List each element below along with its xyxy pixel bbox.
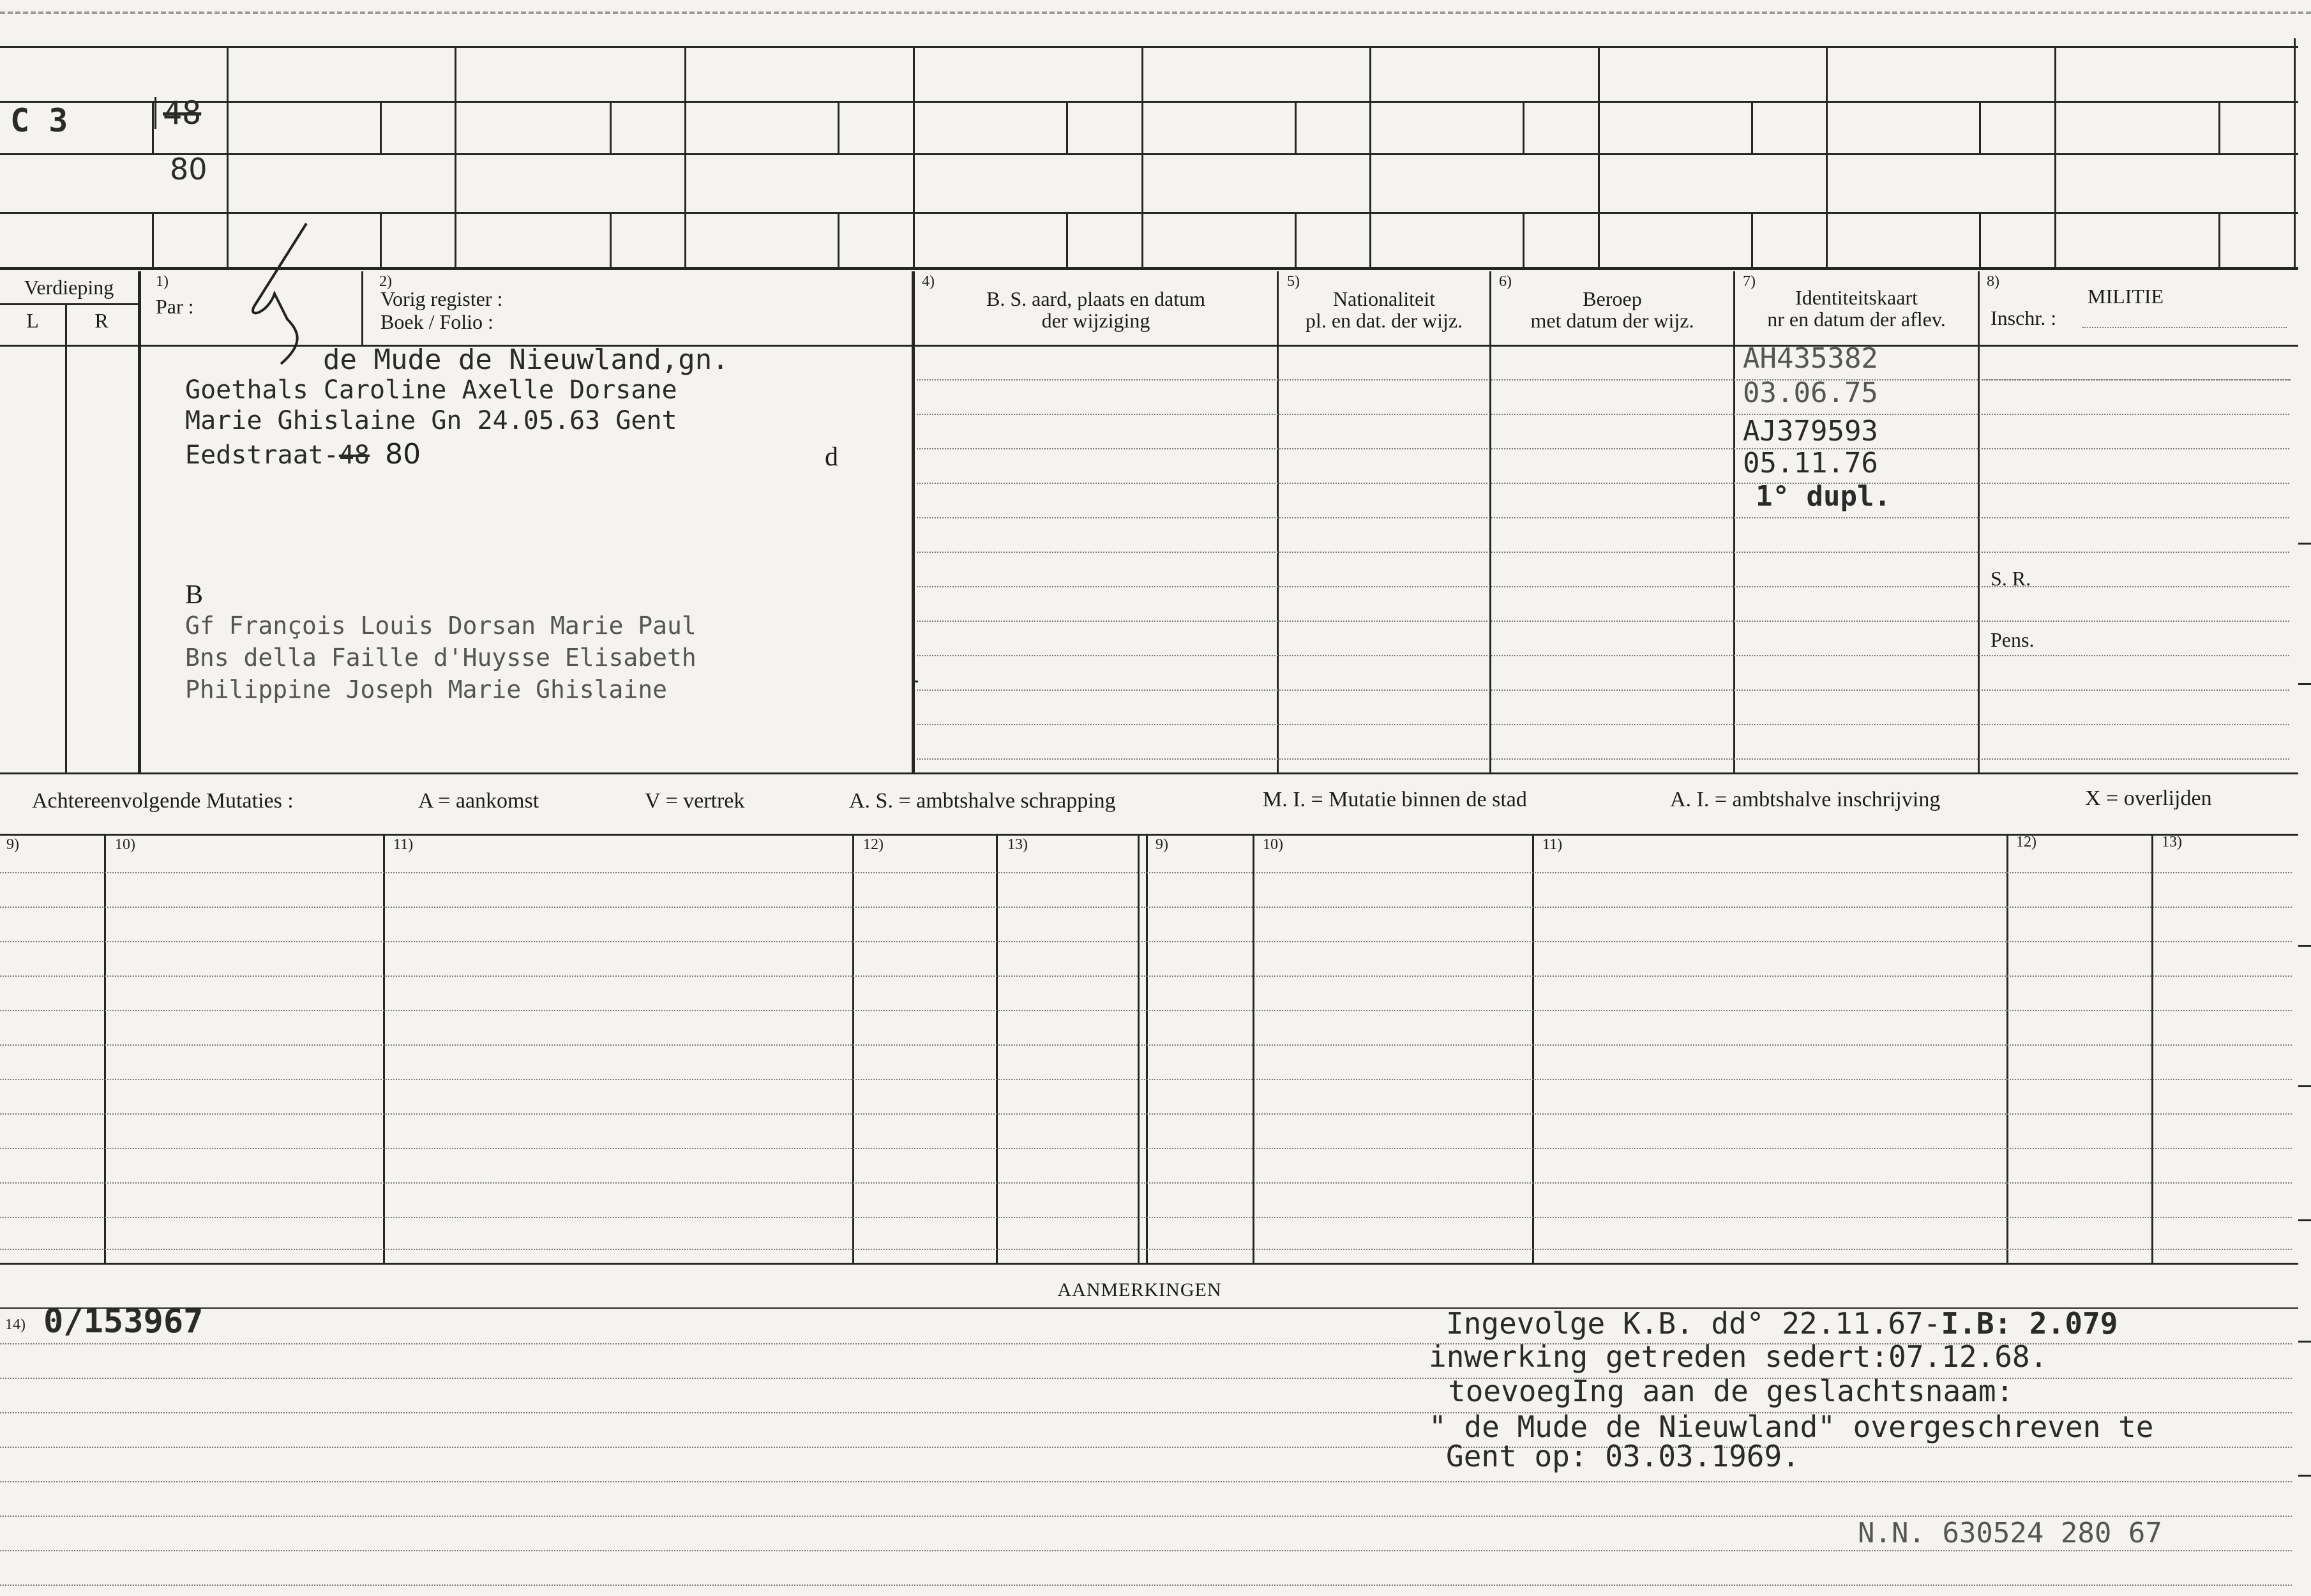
grid-subdivider	[1295, 101, 1297, 153]
grid-divider	[455, 46, 456, 268]
body-bottom-rule	[0, 772, 2298, 774]
mark-b: B	[185, 580, 204, 610]
dotted-rule	[2082, 327, 2287, 328]
grid-subdivider	[610, 101, 612, 153]
col-divider	[1253, 834, 1254, 1263]
col6-line2: met datum der wijz.	[1530, 309, 1694, 332]
national-number: N.N. 630524 280 67	[1858, 1517, 2162, 1549]
dotted-row	[917, 689, 2289, 691]
col-divider	[1532, 834, 1534, 1263]
dotted-row	[917, 414, 2289, 415]
col-divider	[2151, 834, 2153, 1263]
grid-rule	[0, 46, 2298, 48]
militie-sr: S. R.	[1991, 567, 2031, 590]
grid-divider	[684, 46, 686, 268]
register-code: C 3	[10, 102, 68, 139]
grid-subdivider	[1066, 101, 1068, 153]
legend-mi: M. I. = Mutatie binnen de stad	[1263, 788, 1527, 811]
col5-line2: pl. en dat. der wijz.	[1305, 309, 1463, 332]
col4-number: 4)	[922, 273, 935, 290]
edge-tick	[2298, 1341, 2311, 1343]
mark-d: d	[825, 442, 838, 472]
dotted-row	[0, 975, 2292, 977]
mut-col-9b: 9)	[1156, 836, 1168, 853]
parent-line-2: Bns della Faille d'Huysse Elisabeth	[185, 644, 696, 672]
grid-divider	[1826, 46, 1828, 268]
remark-line-3: toevoegIng aan de geslachtsnaam:	[1448, 1374, 2014, 1408]
verdieping-label: Verdieping	[24, 276, 114, 299]
col6-line1: Beroep	[1583, 287, 1642, 310]
dotted-row	[0, 1079, 2292, 1080]
grid-subdivider	[1979, 101, 1981, 153]
dotted-row	[917, 517, 2289, 518]
col2-number: 2)	[379, 273, 392, 290]
dotted-row	[0, 1010, 2292, 1011]
mut-col-11: 11)	[393, 836, 414, 853]
col-divider	[912, 271, 915, 774]
dotted-row	[917, 483, 2289, 484]
grid-subdivider	[1979, 212, 1981, 268]
edge-tick	[2298, 1475, 2311, 1477]
col1-label: Par :	[156, 295, 194, 318]
col-divider	[104, 834, 106, 1263]
grid-divider	[2294, 38, 2296, 268]
grid-divider	[2054, 46, 2056, 268]
id-date-2: 05.11.76	[1743, 447, 1878, 479]
grid-subdivider	[1523, 212, 1524, 268]
mut-col-13b: 13)	[2162, 834, 2182, 850]
given-names-2: Marie Ghislaine Gn 24.05.63 Gent	[185, 406, 677, 435]
id-card-2: AJ379593	[1743, 415, 1878, 448]
grid-divider	[1598, 46, 1600, 268]
grid-subdivider	[380, 212, 382, 268]
remark-line-1-ref: I.B: 2.079	[1941, 1306, 2118, 1341]
col4-line1: B. S. aard, plaats en datum	[986, 287, 1206, 310]
mut-col-10b: 10)	[1263, 836, 1283, 853]
id-date-1: 03.06.75	[1743, 377, 1878, 409]
house-number-old	[154, 94, 201, 132]
mut-col-11b: 11)	[1542, 836, 1563, 853]
legend-x: X = overlijden	[2085, 787, 2212, 810]
grid-rule	[0, 267, 2298, 270]
id-note: 1° dupl.	[1756, 480, 1891, 513]
dotted-row	[0, 1585, 2292, 1586]
col-divider	[1489, 271, 1491, 774]
col-divider	[1146, 834, 1148, 1263]
aanmerkingen-title: AANMERKINGEN	[1057, 1279, 1222, 1300]
col7-line1: Identiteitskaart	[1795, 286, 1918, 309]
verdieping-rule	[0, 303, 138, 305]
dotted-row	[0, 872, 2292, 873]
grid-subdivider	[838, 101, 839, 153]
mutaties-title: Achtereenvolgende Mutaties :	[32, 789, 294, 813]
grid-rule	[0, 212, 2298, 214]
col-divider	[996, 834, 998, 1263]
tick-mark	[912, 681, 918, 682]
col-divider	[1978, 271, 1980, 774]
remark-line-1	[1446, 1306, 2118, 1341]
verdieping-split	[65, 303, 67, 774]
dotted-row	[1982, 379, 2291, 380]
grid-rule	[0, 101, 2298, 103]
edge-tick	[2298, 683, 2311, 685]
col-divider	[361, 271, 363, 345]
col-divider	[852, 834, 854, 1263]
col1-number: 1)	[156, 273, 169, 290]
address	[185, 438, 421, 471]
col-divider	[1733, 271, 1735, 774]
pen-stroke-mark	[243, 217, 319, 377]
parent-line-3: Philippine Joseph Marie Ghislaine	[185, 675, 667, 704]
col2-line2: Boek / Folio :	[380, 310, 493, 333]
dotted-row	[0, 1481, 2292, 1482]
col8-number: 8)	[1987, 273, 1999, 290]
grid-subdivider	[1066, 212, 1068, 268]
dotted-row	[0, 1113, 2292, 1115]
edge-tick	[2298, 945, 2311, 947]
grid-rule	[0, 834, 2298, 836]
dotted-row	[0, 1044, 2292, 1046]
grid-subdivider	[1295, 212, 1297, 268]
col5-number: 5)	[1287, 273, 1300, 290]
grid-subdivider	[2218, 212, 2220, 268]
col-divider	[138, 271, 141, 774]
surname: de Mude de Nieuwland,gn.	[323, 343, 729, 376]
street: Eedstraat-	[185, 440, 339, 470]
grid-divider	[227, 46, 229, 268]
mut-col-13: 13)	[1007, 836, 1028, 853]
torn-top-edge	[0, 11, 2311, 14]
remark-line-2: inwerking getreden sedert:07.12.68.	[1429, 1339, 2048, 1374]
street-number-new: 80	[385, 438, 421, 471]
col-divider	[2006, 834, 2008, 1263]
grid-subdivider	[152, 101, 154, 153]
verdieping-l: L	[26, 309, 39, 332]
mut-col-12b: 12)	[2016, 834, 2036, 850]
mut-col-9: 9)	[6, 836, 19, 853]
dotted-row	[917, 448, 2289, 449]
street-number-struck: 48	[338, 440, 370, 470]
dotted-row	[917, 586, 2289, 587]
dotted-row	[0, 1249, 2292, 1250]
grid-subdivider	[1523, 101, 1524, 153]
verdieping-r: R	[94, 309, 109, 332]
dotted-row	[917, 552, 2289, 553]
col-divider	[383, 834, 385, 1263]
col4-line2: der wijziging	[1041, 309, 1150, 332]
aanmerkingen-number: 14)	[5, 1316, 26, 1333]
grid-divider	[913, 46, 915, 268]
bracket-mark	[154, 97, 163, 129]
record-number: 0/153967	[43, 1302, 204, 1341]
given-names-1: Goethals Caroline Axelle Dorsane	[185, 375, 677, 405]
dotted-row	[0, 941, 2292, 942]
grid-subdivider	[380, 101, 382, 153]
grid-subdivider	[2218, 101, 2220, 153]
edge-tick	[2298, 543, 2311, 545]
grid-subdivider	[1751, 101, 1753, 153]
parent-line-1: Gf François Louis Dorsan Marie Paul	[185, 612, 696, 640]
grid-subdivider	[838, 212, 839, 268]
legend-as: A. S. = ambtshalve schrapping	[849, 789, 1116, 813]
dotted-row	[917, 621, 2289, 622]
mut-col-10: 10)	[115, 836, 135, 853]
dotted-row	[917, 724, 2289, 725]
remark-line-1-text: Ingevolge K.B. dd° 22.11.67-	[1446, 1306, 1941, 1341]
dotted-row	[0, 1148, 2292, 1149]
mut-col-12: 12)	[863, 836, 884, 853]
grid-subdivider	[1751, 212, 1753, 268]
dotted-row	[917, 655, 2289, 656]
legend-ai: A. I. = ambtshalve inschrijving	[1670, 788, 1941, 811]
remark-line-4: " de Mude de Nieuwland" overgeschreven te	[1429, 1410, 2154, 1444]
grid-divider	[1141, 46, 1143, 268]
grid-subdivider	[610, 212, 612, 268]
dotted-row	[0, 1182, 2292, 1184]
dotted-row	[0, 1217, 2292, 1218]
militie-pens: Pens.	[1991, 628, 2035, 651]
militie-inschr: Inschr. :	[1991, 306, 2057, 329]
grid-divider	[1369, 46, 1371, 268]
col-divider	[1138, 834, 1140, 1263]
dotted-row	[0, 1447, 2292, 1448]
legend-a: A = aankomst	[418, 789, 539, 813]
dotted-row	[0, 1550, 2292, 1551]
remark-line-5: Gent op: 03.03.1969.	[1446, 1439, 1800, 1473]
grid-rule	[0, 153, 2298, 155]
edge-tick	[2298, 1219, 2311, 1221]
col2-line1: Vorig register :	[380, 287, 503, 310]
id-card-1: AH435382	[1743, 342, 1878, 375]
grid-rule	[0, 1263, 2298, 1265]
legend-v: V = vertrek	[645, 789, 745, 813]
col7-line2: nr en datum der aflev.	[1767, 308, 1946, 331]
grid-subdivider	[152, 212, 154, 268]
col5-line1: Nationaliteit	[1333, 287, 1435, 310]
militie-title: MILITIE	[2088, 285, 2164, 308]
number-struck: 48	[163, 94, 202, 132]
house-number-new: 80	[170, 152, 207, 186]
dotted-row	[917, 758, 2289, 760]
col-divider	[1277, 271, 1279, 774]
col6-number: 6)	[1499, 273, 1512, 290]
dotted-row	[0, 907, 2292, 908]
edge-tick	[2298, 1085, 2311, 1087]
col7-number: 7)	[1743, 273, 1756, 290]
